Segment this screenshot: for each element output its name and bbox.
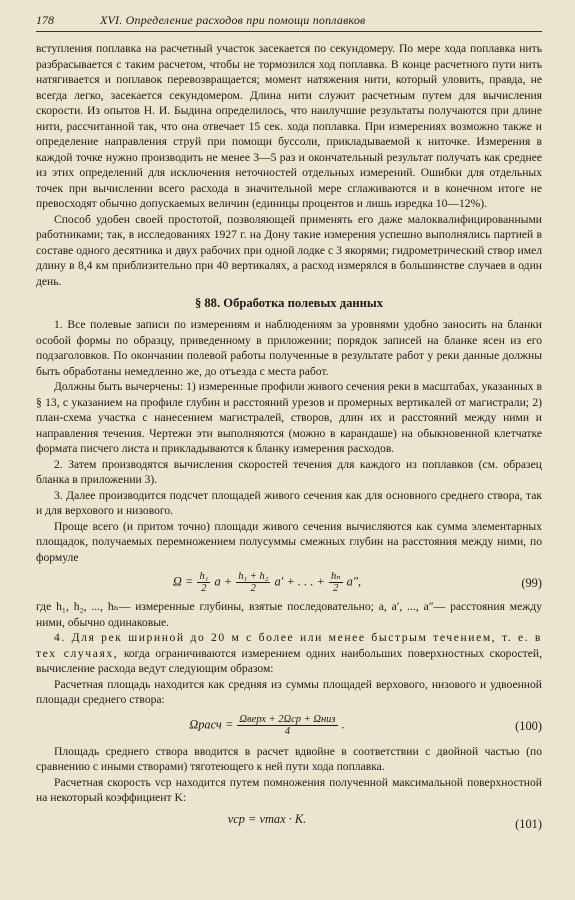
- fraction: [236, 571, 270, 594]
- paragraph-12: Расчетная скорость vср находится путем помножения полученной максимальной поверхностной на некоторый коэффициент K:: [36, 775, 542, 804]
- fraction-numerator: h₁ + h₂: [238, 571, 269, 582]
- equation-number-100: (100): [515, 718, 542, 733]
- fraction-denominator: 4: [284, 725, 291, 737]
- chapter-title: XVI. Определение расходов при помощи поплавков: [100, 13, 366, 27]
- paragraph-5: 2. Затем производятся вычисления скоростей течения для каждого из поплавков (см. образец бланка в приложении 3).: [36, 457, 542, 486]
- formula-100-lhs: Ωрасч =: [189, 716, 234, 731]
- equation-number-99: (99): [521, 576, 542, 590]
- paragraph-9: [36, 630, 542, 677]
- paragraph-9-rest: когда ограничиваются измерением одних наибольших поверхностных скоростей, вычисление расхода ведут следующим образом:: [36, 646, 542, 675]
- paragraph-11: Площадь среднего створа вводится в расчет вдвойне в соответствии с двойной частью (по сравнению с иными створами) тяготеющего к ней пути хода поплавка.: [36, 744, 542, 773]
- paragraph-3: 1. Все полевые записи по измерениям и наблюдениям за уровнями удобно заносить на бланки особой формы по образцу, приведенному в приложении; порядок записей на бланке ясен из его подзаголовков. По окончании полевой работы полученные в результате работ у реки данные должны быть обработаны немедленно же, до отъезда с места работ.: [36, 318, 542, 378]
- paragraph-6: 3. Далее производится подсчет площадей живого сечения как для основного среднего створа, так и для верхового и низового.: [36, 488, 542, 517]
- fraction: [197, 571, 210, 594]
- paragraph-8-rest: — измеренные глубины, взятые последовательно; a, a′, ..., a″— расстояния между ними, обычно одинаковые.: [36, 600, 542, 629]
- fraction-numerator: Ωверх + 2Ωср + Ωниз: [239, 713, 336, 725]
- paragraph-8: [36, 599, 542, 630]
- fraction-denominator: 2: [250, 583, 256, 594]
- fraction-denominator: 2: [201, 583, 207, 594]
- formula-100: [36, 711, 542, 741]
- paragraph-4: Должны быть вычерчены: 1) измеренные профили живого сечения реки в масштабах, указанных в § 13, с указанием на профиле глубин и расстояний урезов и промерных вертикалей от магистрали; 2) план-схема участка с нанесением магистралей, створов, длин их и расстояний между ними и направления течения. Чертежи эти выполняются (можно в карандаше) на обыкновенной клетчатке формата писчего листа и прикладываются к бланку измерения расходов.: [36, 380, 542, 455]
- formula-term: a″,: [346, 574, 362, 589]
- fraction-numerator: h₁: [199, 571, 209, 582]
- formula-99: [36, 568, 542, 596]
- equation-number-101: (101): [515, 816, 542, 831]
- fraction-numerator: hₙ: [331, 571, 341, 582]
- section-heading: § 88. Обработка полевых данных: [194, 296, 384, 310]
- paragraph-2: Способ удобен своей простотой, позволяющей применять его даже малоквалифицированными работниками; так, в исследованиях 1927 г. на Дону такие измерения успешно выполнялись партией в составе одного десятника и двух рабочих при одной лодке с 3 якорями; гидрометрический створ имел длину в 8,4 км приблизительно при 40 вертикалях, а расход измерялся в большинстве случаев в один день.: [36, 212, 542, 288]
- formula-101: [36, 809, 542, 837]
- paragraph-1: вступления поплавка на расчетный участок засекается по секундомеру. По мере хода поплавка нить разбрасывается с таким расчетом, чтобы не тормозился ход поплавка. В конце расчетного пути нить натягивается и поплавок перевозвращается; момент натяжения нити, который уловить, правда, не всегда легко, засекается секундомером. Длина нити служит расчетным путем для вычисления скорости. Из опытов Н. И. Быдина определилось, что наилучшие результаты получаются при длине нити, рассчитанной так, что она отвечает 15 сек. хода поплавка. При измерениях возможно также и определение направления струй при помощи буссоли, прикладываемой к ниточке. Измерения в каждой точке нужно производить не менее 3—5 раз и окончательный результат получать как среднее из этих определений для исключения неточностей отдельных измерений. Ошибки для отдельных точек при вычислении всего расхода в значительной мере сглаживаются и в конечном итоге не превосходят обычно допускаемых величин (единицы процентов и лишь изредка 10—12%).: [36, 42, 542, 210]
- fraction: [237, 714, 337, 737]
- formula-term: a +: [214, 574, 233, 589]
- formula-99-expression: [36, 571, 498, 594]
- page-number: 178: [36, 13, 54, 27]
- paragraph-8-lead: где h₁, h₂, ..., hₙ: [36, 600, 119, 613]
- paragraph-9-spaced: 4. Для рек шириной до 20 м с более или менее быстрым течением, т. е. в тех случаях,: [36, 631, 542, 660]
- formula-99-lhs: Ω =: [172, 574, 194, 589]
- fraction: [329, 571, 343, 594]
- running-head: [36, 0, 542, 32]
- formula-100-expression: [36, 714, 498, 737]
- formula-term: a′ + . . . +: [274, 574, 325, 589]
- formula-101-expression: vср = vmax · K.: [227, 811, 307, 826]
- formula-term: .: [341, 716, 345, 731]
- fraction-denominator: 2: [333, 583, 339, 594]
- paragraph-10: Расчетная площадь находится как средняя из суммы площадей верхового, низового и удвоенной площади среднего створа:: [36, 677, 542, 706]
- paragraph-7: Проще всего (и притом точно) площади живого сечения вычисляются как сумма элементарных площадок, получаемых перемножением полусуммы смежных глубин на расстояния между ними, по формуле: [36, 519, 542, 564]
